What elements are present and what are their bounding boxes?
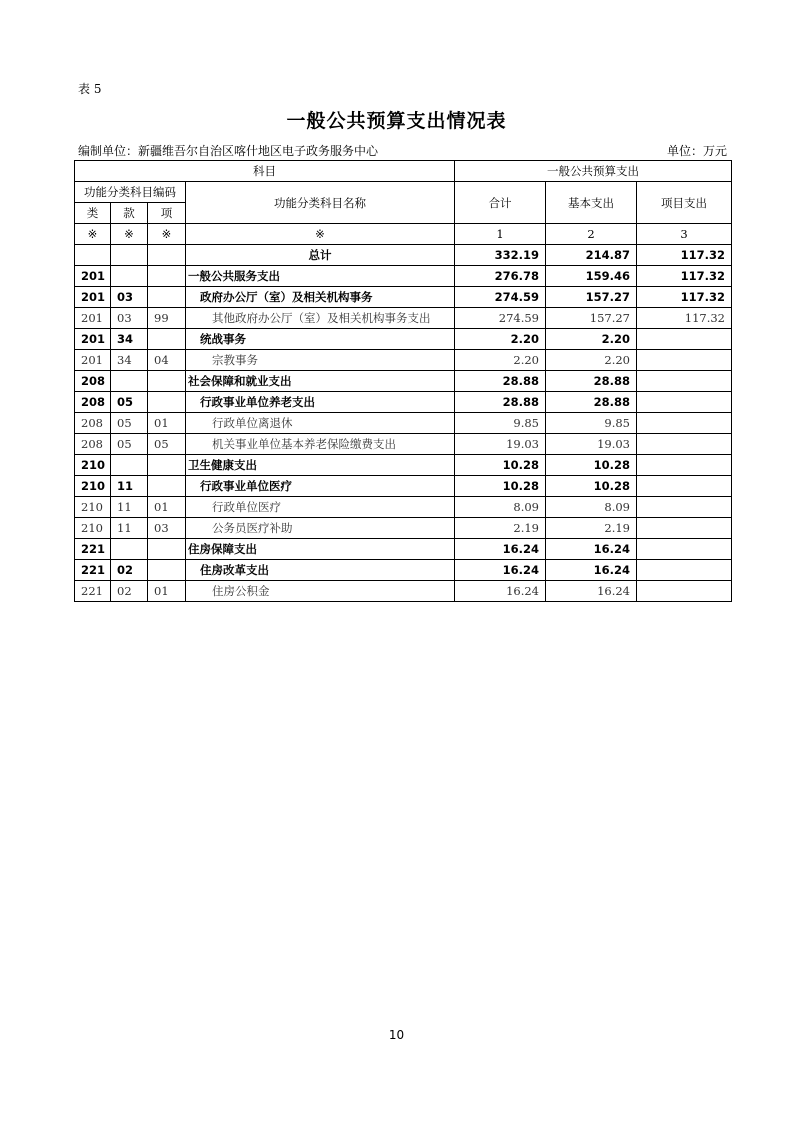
header-basic: 基本支出 [546, 182, 637, 224]
project-cell [637, 455, 732, 476]
subject-name-cell: 总计 [186, 245, 455, 266]
subject-name-cell: 行政单位离退休 [186, 413, 455, 434]
code-xiang-cell: 03 [148, 518, 186, 539]
code-kuan-cell: 34 [111, 329, 148, 350]
page-title: 一般公共预算支出情况表 [286, 110, 507, 132]
basic-cell: 28.88 [546, 392, 637, 413]
table-row [75, 329, 732, 350]
mark-cell: ※ [186, 224, 455, 245]
code-kuan-cell: 34 [111, 350, 148, 371]
header-lei: 类 [75, 203, 111, 224]
basic-cell: 19.03 [546, 434, 637, 455]
mark-cell: 3 [637, 224, 732, 245]
code-kuan-cell: 11 [111, 497, 148, 518]
subject-name-cell: 行政事业单位养老支出 [186, 392, 455, 413]
code-xiang-cell: 01 [148, 497, 186, 518]
header-kuan: 款 [111, 203, 148, 224]
code-kuan-cell [111, 266, 148, 287]
code-lei-cell: 201 [75, 308, 111, 329]
header-xiang: 项 [148, 203, 186, 224]
total-cell: 19.03 [455, 434, 546, 455]
subject-name-cell: 统战事务 [186, 329, 455, 350]
code-xiang-cell: 01 [148, 413, 186, 434]
subject-name-cell: 卫生健康支出 [186, 455, 455, 476]
code-xiang-cell: 01 [148, 581, 186, 602]
table-row [75, 392, 732, 413]
basic-cell: 214.87 [546, 245, 637, 266]
code-xiang-cell [148, 476, 186, 497]
basic-cell: 2.20 [546, 350, 637, 371]
project-cell [637, 560, 732, 581]
subject-name-cell: 一般公共服务支出 [186, 266, 455, 287]
code-kuan-cell: 11 [111, 518, 148, 539]
code-lei-cell: 208 [75, 434, 111, 455]
code-kuan-cell [111, 245, 148, 266]
subject-name-cell: 行政单位医疗 [186, 497, 455, 518]
table-body [75, 245, 732, 602]
total-cell: 10.28 [455, 476, 546, 497]
basic-cell: 157.27 [546, 308, 637, 329]
header-project: 项目支出 [637, 182, 732, 224]
subject-name-cell: 社会保障和就业支出 [186, 371, 455, 392]
code-lei-cell: 208 [75, 413, 111, 434]
code-lei-cell: 201 [75, 287, 111, 308]
table-row [75, 308, 732, 329]
basic-cell: 8.09 [546, 497, 637, 518]
subject-name-cell: 公务员医疗补助 [186, 518, 455, 539]
project-cell [637, 371, 732, 392]
subject-name-cell: 机关事业单位基本养老保险缴费支出 [186, 434, 455, 455]
code-lei-cell: 210 [75, 476, 111, 497]
project-cell: 117.32 [637, 245, 732, 266]
header-code-group: 功能分类科目编码 [75, 182, 186, 203]
mark-cell: 1 [455, 224, 546, 245]
project-cell: 117.32 [637, 266, 732, 287]
mark-cell: 2 [546, 224, 637, 245]
total-cell: 274.59 [455, 308, 546, 329]
total-cell: 274.59 [455, 287, 546, 308]
code-kuan-cell [111, 455, 148, 476]
code-lei-cell: 201 [75, 266, 111, 287]
budget-table [74, 160, 732, 602]
code-kuan-cell: 11 [111, 476, 148, 497]
basic-cell: 10.28 [546, 476, 637, 497]
project-cell [637, 497, 732, 518]
project-cell [637, 434, 732, 455]
code-lei-cell: 221 [75, 539, 111, 560]
subject-name-cell: 住房保障支出 [186, 539, 455, 560]
total-cell: 10.28 [455, 455, 546, 476]
code-kuan-cell: 05 [111, 434, 148, 455]
code-kuan-cell [111, 539, 148, 560]
header-subject-name: 功能分类科目名称 [186, 182, 455, 224]
compiling-unit: 编制单位：新疆维吾尔自治区喀什地区电子政务服务中心 [78, 144, 379, 158]
project-cell: 117.32 [637, 308, 732, 329]
code-kuan-cell: 05 [111, 413, 148, 434]
project-cell [637, 476, 732, 497]
code-xiang-cell [148, 455, 186, 476]
code-lei-cell: 210 [75, 455, 111, 476]
header-budget-group: 一般公共预算支出 [455, 161, 732, 182]
mark-cell: ※ [148, 224, 186, 245]
total-cell: 28.88 [455, 392, 546, 413]
currency-unit: 单位：万元 [666, 144, 727, 158]
total-cell: 2.19 [455, 518, 546, 539]
table-row [75, 266, 732, 287]
code-lei-cell: 221 [75, 581, 111, 602]
project-cell [637, 518, 732, 539]
total-cell: 28.88 [455, 371, 546, 392]
code-lei-cell: 221 [75, 560, 111, 581]
table-row [75, 413, 732, 434]
code-kuan-cell: 02 [111, 581, 148, 602]
total-cell: 8.09 [455, 497, 546, 518]
basic-cell: 16.24 [546, 539, 637, 560]
basic-cell: 157.27 [546, 287, 637, 308]
project-cell [637, 392, 732, 413]
code-xiang-cell [148, 371, 186, 392]
code-xiang-cell [148, 539, 186, 560]
code-kuan-cell [111, 371, 148, 392]
subject-name-cell: 宗教事务 [186, 350, 455, 371]
table-row [75, 287, 732, 308]
table-number-label: 表 5 [78, 82, 102, 96]
table-row [75, 245, 732, 266]
code-lei-cell: 210 [75, 518, 111, 539]
code-xiang-cell [148, 392, 186, 413]
mark-cell: ※ [75, 224, 111, 245]
table-row [75, 497, 732, 518]
code-xiang-cell: 04 [148, 350, 186, 371]
code-lei-cell: 201 [75, 350, 111, 371]
subject-name-cell: 政府办公厅（室）及相关机构事务 [186, 287, 455, 308]
table-row [75, 560, 732, 581]
header-subject: 科目 [75, 161, 455, 182]
code-xiang-cell [148, 266, 186, 287]
code-kuan-cell: 05 [111, 392, 148, 413]
table-row [75, 371, 732, 392]
basic-cell: 10.28 [546, 455, 637, 476]
basic-cell: 2.20 [546, 329, 637, 350]
total-cell: 16.24 [455, 560, 546, 581]
code-xiang-cell [148, 245, 186, 266]
subject-name-cell: 住房改革支出 [186, 560, 455, 581]
project-cell: 117.32 [637, 287, 732, 308]
project-cell [637, 329, 732, 350]
code-xiang-cell [148, 329, 186, 350]
code-xiang-cell [148, 560, 186, 581]
code-lei-cell: 201 [75, 329, 111, 350]
code-xiang-cell [148, 287, 186, 308]
table-row [75, 434, 732, 455]
project-cell [637, 413, 732, 434]
table-row [75, 350, 732, 371]
code-xiang-cell: 99 [148, 308, 186, 329]
code-kuan-cell: 03 [111, 308, 148, 329]
table-row [75, 581, 732, 602]
code-lei-cell [75, 245, 111, 266]
basic-cell: 2.19 [546, 518, 637, 539]
total-cell: 276.78 [455, 266, 546, 287]
total-cell: 2.20 [455, 329, 546, 350]
table-row [75, 539, 732, 560]
code-lei-cell: 208 [75, 392, 111, 413]
code-kuan-cell: 03 [111, 287, 148, 308]
project-cell [637, 581, 732, 602]
mark-cell: ※ [111, 224, 148, 245]
basic-cell: 16.24 [546, 560, 637, 581]
project-cell [637, 539, 732, 560]
total-cell: 2.20 [455, 350, 546, 371]
table-row [75, 476, 732, 497]
project-cell [637, 350, 732, 371]
table-row [75, 455, 732, 476]
header-marks-row [75, 224, 732, 245]
code-kuan-cell: 02 [111, 560, 148, 581]
code-lei-cell: 210 [75, 497, 111, 518]
subject-name-cell: 行政事业单位医疗 [186, 476, 455, 497]
total-cell: 9.85 [455, 413, 546, 434]
total-cell: 16.24 [455, 539, 546, 560]
basic-cell: 9.85 [546, 413, 637, 434]
total-cell: 332.19 [455, 245, 546, 266]
code-xiang-cell: 05 [148, 434, 186, 455]
code-lei-cell: 208 [75, 371, 111, 392]
basic-cell: 16.24 [546, 581, 637, 602]
table-row [75, 518, 732, 539]
basic-cell: 28.88 [546, 371, 637, 392]
total-cell: 16.24 [455, 581, 546, 602]
page-number: 10 [388, 1028, 405, 1042]
header-total: 合计 [455, 182, 546, 224]
table-header [75, 161, 732, 245]
basic-cell: 159.46 [546, 266, 637, 287]
subject-name-cell: 其他政府办公厅（室）及相关机构事务支出 [186, 308, 455, 329]
subject-name-cell: 住房公积金 [186, 581, 455, 602]
